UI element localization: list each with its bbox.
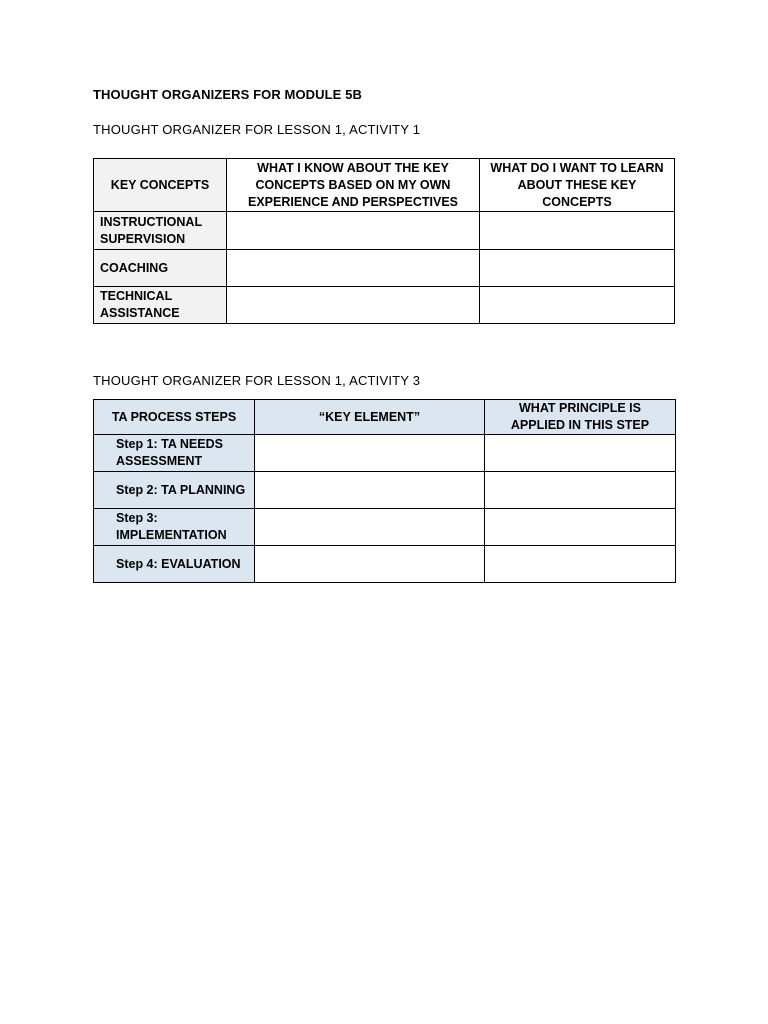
answer-cell[interactable] [485,546,676,583]
answer-cell[interactable] [480,287,675,324]
header-key-concepts: KEY CONCEPTS [94,159,227,212]
section2-title: THOUGHT ORGANIZER FOR LESSON 1, ACTIVITY 3 [93,373,421,388]
answer-cell[interactable] [227,250,480,287]
step-label: Step 3: IMPLEMENTATION [94,509,255,546]
answer-cell[interactable] [255,509,485,546]
answer-cell[interactable] [480,212,675,250]
answer-cell[interactable] [227,212,480,250]
section1-title: THOUGHT ORGANIZER FOR LESSON 1, ACTIVITY 1 [93,122,421,137]
answer-cell[interactable] [480,250,675,287]
answer-cell[interactable] [255,472,485,509]
activity1-table [93,158,675,324]
header-ta-process-steps: TA PROCESS STEPS [94,400,255,435]
table-row [94,250,675,287]
document-title: THOUGHT ORGANIZERS FOR MODULE 5B [93,87,362,102]
row-label: TECHNICAL ASSISTANCE [94,287,227,324]
activity3-table [93,399,676,583]
table-row [94,546,676,583]
table-row [94,472,676,509]
table-header-row [94,159,675,212]
row-label: INSTRUCTIONAL SUPERVISION [94,212,227,250]
row-label: COACHING [94,250,227,287]
header-principle-applied: WHAT PRINCIPLE IS APPLIED IN THIS STEP [485,400,676,435]
answer-cell[interactable] [485,472,676,509]
answer-cell[interactable] [485,509,676,546]
table-row [94,212,675,250]
header-what-i-want-to-learn: WHAT DO I WANT TO LEARN ABOUT THESE KEY CONCEPTS [480,159,675,212]
answer-cell[interactable] [485,435,676,472]
answer-cell[interactable] [255,435,485,472]
header-key-element: “KEY ELEMENT” [255,400,485,435]
step-label: Step 1: TA NEEDS ASSESSMENT [94,435,255,472]
table-row [94,435,676,472]
table-row [94,509,676,546]
table-row [94,287,675,324]
table-header-row [94,400,676,435]
answer-cell[interactable] [227,287,480,324]
header-what-i-know: WHAT I KNOW ABOUT THE KEY CONCEPTS BASED ON MY OWN EXPERIENCE AND PERSPECTIVES [227,159,480,212]
step-label: Step 4: EVALUATION [94,546,255,583]
answer-cell[interactable] [255,546,485,583]
step-label: Step 2: TA PLANNING [94,472,255,509]
